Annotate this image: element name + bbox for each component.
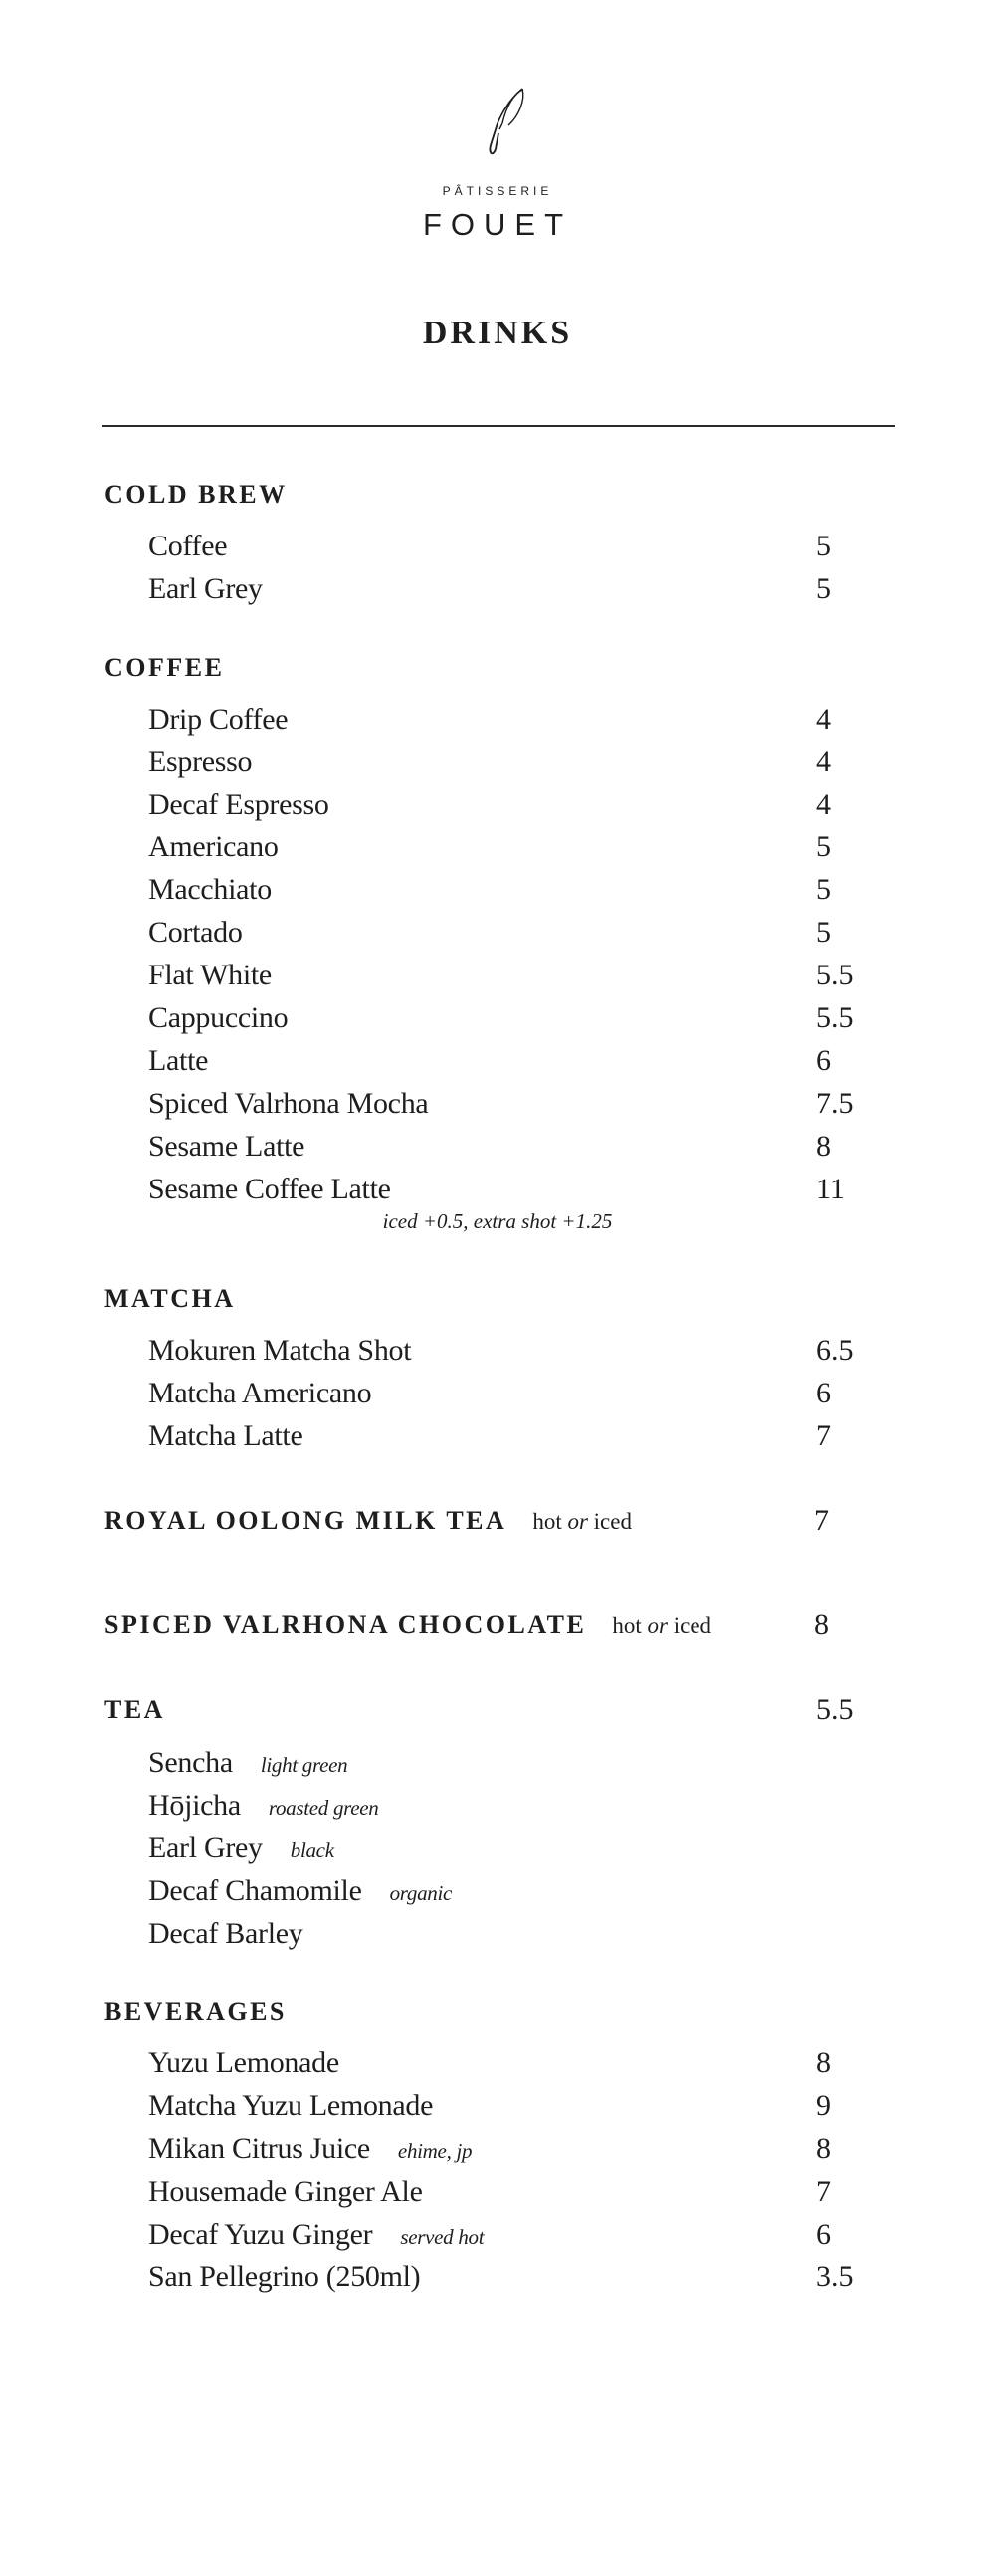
brand-name: FOUET: [422, 207, 573, 242]
section-title: ROYAL OOLONG MILK TEA: [104, 1506, 507, 1535]
menu-item-name: Spiced Valrhona Mocha: [148, 1087, 429, 1120]
menu-item-price: 8: [816, 2046, 831, 2079]
section-heading-matcha: MATCHA: [104, 1284, 236, 1313]
menu-item-name: Matcha Latte: [148, 1419, 303, 1452]
section-heading-royal-oolong: [104, 1508, 632, 1534]
section-heading-tea: TEA: [104, 1695, 165, 1724]
menu-item-name: Cappuccino: [148, 1001, 289, 1034]
menu-item-name: Sesame Coffee Latte: [148, 1173, 391, 1205]
section-heading-coffee: COFFEE: [104, 653, 225, 682]
menu-item-price: 9: [816, 2089, 831, 2122]
serving-note: hot or iced: [612, 1613, 712, 1638]
menu-item-price: 6: [816, 2218, 831, 2251]
menu-item-name: San Pellegrino (250ml): [148, 2260, 421, 2293]
menu-item-price: 6: [816, 1377, 831, 1409]
menu-item-price: 7: [814, 1504, 829, 1537]
menu-item-name: Coffee: [148, 530, 228, 562]
section-heading-chocolate: [104, 1612, 711, 1638]
menu-item-price: 5.5: [816, 1001, 854, 1034]
menu-item-price: 8: [814, 1609, 829, 1641]
menu-item-price: 5: [816, 916, 831, 949]
menu-item-price: 4: [816, 703, 831, 736]
menu-item-price: 8: [816, 1130, 831, 1163]
menu-item-price: 3.5: [816, 2260, 854, 2293]
menu-item-name: Macchiato: [148, 873, 272, 906]
menu-item-price: 5: [816, 830, 831, 863]
brand-subtitle: PÂTISSERIE: [442, 184, 553, 198]
section-heading-beverages: BEVERAGES: [104, 1997, 287, 2026]
tea-item: Decaf Barley: [148, 1917, 303, 1950]
serving-note: hot or iced: [532, 1509, 632, 1534]
tea-item: Hōjicha roasted green: [148, 1789, 379, 1822]
coffee-addons-note: iced +0.5, extra shot +1.25: [382, 1209, 613, 1233]
menu-item-price: 6.5: [816, 1334, 854, 1367]
menu-item-price: 7.5: [816, 1087, 854, 1120]
menu-item-name: Mokuren Matcha Shot: [148, 1334, 412, 1367]
menu-item-price: 4: [816, 746, 831, 778]
menu-item-price: 7: [816, 2175, 831, 2208]
menu-item-name: Cortado: [148, 916, 243, 949]
section-title: SPICED VALRHONA CHOCOLATE: [104, 1610, 587, 1639]
title-divider: [102, 425, 896, 427]
menu-item-name: Matcha Americano: [148, 1377, 372, 1409]
menu-item-name: Mikan Citrus Juice ehime, jp: [148, 2132, 473, 2165]
tea-item: Earl Grey black: [148, 1831, 334, 1864]
menu-item-price: 11: [816, 1173, 845, 1205]
menu-item-name: Flat White: [148, 959, 272, 991]
menu-item-price: 5: [816, 572, 831, 605]
menu-item-price: 5.5: [816, 1693, 854, 1726]
menu-item-name: Earl Grey: [148, 572, 263, 605]
menu-item-name: Decaf Yuzu Ginger served hot: [148, 2218, 485, 2251]
menu-item-price: 5: [816, 530, 831, 562]
menu-item-name: Latte: [148, 1044, 209, 1077]
tea-item: Decaf Chamomile organic: [148, 1874, 453, 1907]
menu-item-price: 4: [816, 788, 831, 821]
menu-item-name: Drip Coffee: [148, 703, 289, 736]
menu-item-name: Housemade Ginger Ale: [148, 2175, 423, 2208]
menu-item-name: Espresso: [148, 746, 253, 778]
menu-item-name: Sesame Latte: [148, 1130, 305, 1163]
menu-item-name: Decaf Espresso: [148, 788, 329, 821]
menu-item-name: Americano: [148, 830, 279, 863]
tea-item: Sencha light green: [148, 1746, 348, 1779]
menu-item-price: 5: [816, 873, 831, 906]
menu-item-name: Yuzu Lemonade: [148, 2046, 339, 2079]
menu-item-name: Matcha Yuzu Lemonade: [148, 2089, 434, 2122]
menu-item-price: 7: [816, 1419, 831, 1452]
menu-item-price: 8: [816, 2132, 831, 2165]
page-title: DRINKS: [422, 315, 573, 351]
menu-item-price: 6: [816, 1044, 831, 1077]
menu-item-price: 5.5: [816, 959, 854, 991]
brand-logo: [0, 84, 995, 253]
section-heading-cold-brew: COLD BREW: [104, 480, 288, 509]
whisk-icon: [476, 84, 535, 169]
